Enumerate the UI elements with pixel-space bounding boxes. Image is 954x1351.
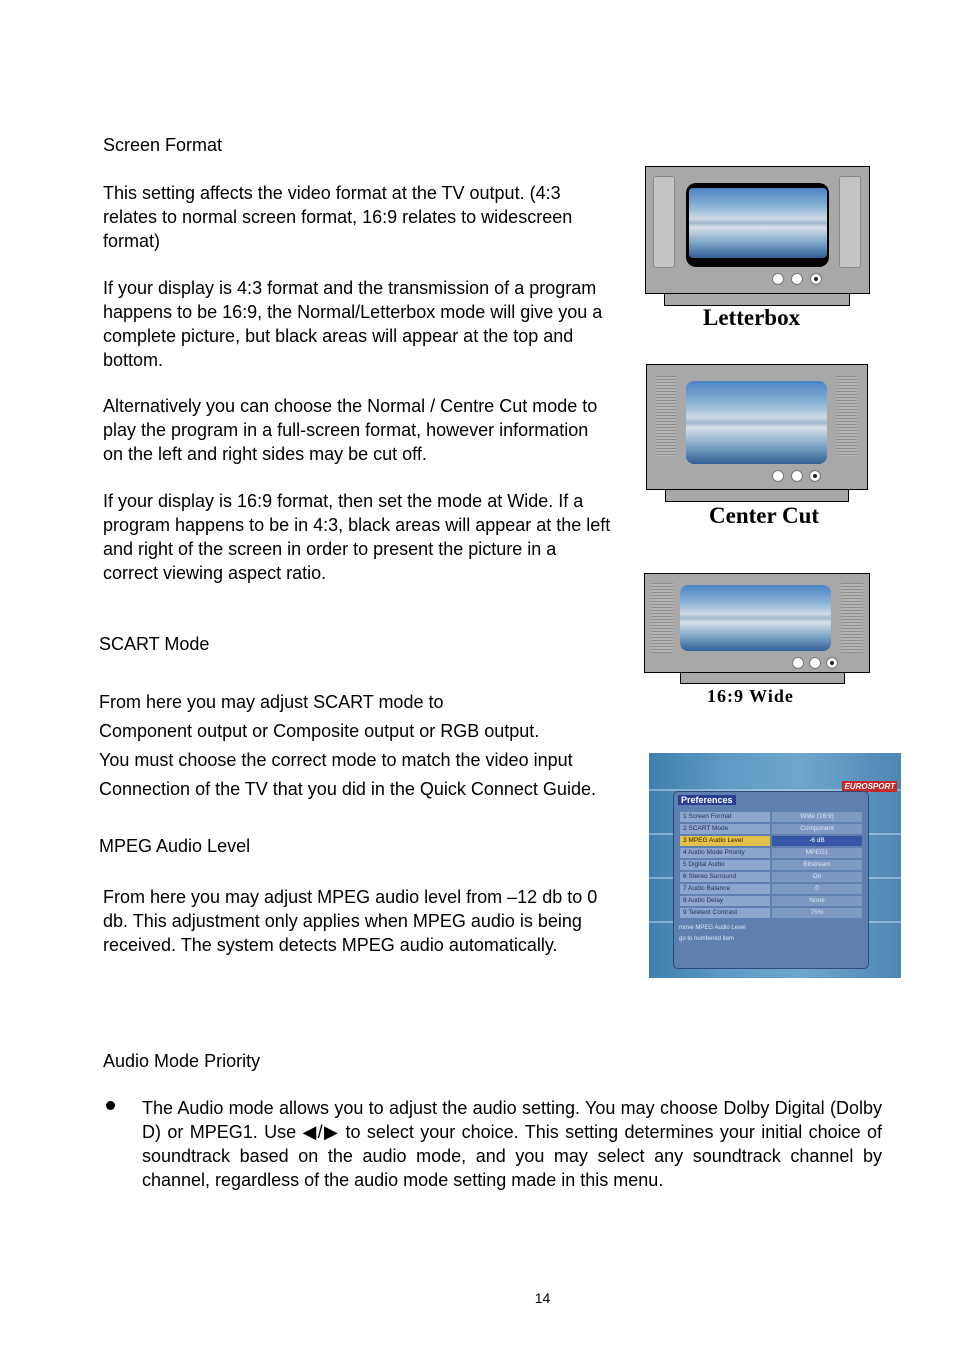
menu-row-selected[interactable]: 3 MPEG Audio Level -6 dB	[680, 836, 862, 846]
tv-side-panel	[839, 176, 861, 268]
menu-row[interactable]: 1 Screen Format Wide (16:9)	[680, 812, 862, 822]
menu-row[interactable]: 4 Audio Mode Priority MPEG1	[680, 848, 862, 858]
tv-knob	[791, 470, 803, 482]
tv-speaker-grille	[656, 376, 676, 456]
screen-image	[680, 585, 831, 651]
scart-line: Connection of the TV that you did in the Quick Connect Guide.	[99, 779, 596, 799]
letterbox-tv-figure	[645, 166, 870, 308]
scart-line: Component output or Composite output or RGB output.	[99, 721, 540, 741]
tv-knob	[772, 470, 784, 482]
page-number: 14	[534, 1290, 551, 1306]
tv-knob	[791, 273, 803, 285]
letterbox-paragraph: If your display is 4:3 format and the transmission of a program happens to be 16:9, the Normal/Letterbox mode will give you a complete picture, but black areas will appear at the top and bottom.	[103, 278, 603, 370]
wide-caption: 16:9 Wide	[707, 686, 794, 706]
screen-format-intro: This setting affects the video format at the TV output. (4:3 relates to normal screen format, 16:9 relates to widescreen format)	[103, 183, 573, 251]
menu-row[interactable]: 6 Stereo Surround On	[680, 872, 862, 882]
mpeg-paragraph: From here you may adjust MPEG audio level from –12 db to 0 db. This adjustment only applies when MPEG audio is being received. The system detects MPEG audio automatically.	[103, 887, 598, 955]
preferences-panel	[673, 791, 869, 969]
scart-line: You must choose the correct mode to match the video input	[99, 750, 573, 770]
preferences-menu-screenshot	[649, 753, 901, 978]
tv-side-panel	[653, 176, 675, 268]
tv-knob	[809, 657, 821, 669]
screen-image	[689, 188, 827, 258]
tv-speaker-grille	[837, 376, 857, 456]
preferences-title: Preferences	[678, 795, 736, 805]
tv-speaker-grille	[841, 583, 863, 653]
audio-mode-heading: Audio Mode Priority	[103, 1051, 261, 1071]
scart-line: From here you may adjust SCART mode to	[99, 692, 444, 712]
screen-format-heading: Screen Format	[103, 135, 223, 155]
mpeg-heading: MPEG Audio Level	[99, 836, 251, 856]
tv-speaker-grille	[651, 583, 673, 653]
screen-image	[686, 381, 827, 464]
tv-knob	[792, 657, 804, 669]
letterbox-caption: Letterbox	[703, 305, 801, 330]
tv-stand	[665, 488, 849, 502]
channel-logo: EUROSPORT	[844, 782, 895, 791]
audio-mode-bullet-text: The Audio mode allows you to adjust the audio setting. You may choose Dolby Digital (Dolby D) or MPEG1. Use ◀/▶ to select your choice. This setting determines your initial choice of soundtrack based on the audio mode, and you may select any soundtrack channel by channel, regardless of the audio mode setting made in this menu.	[142, 1098, 882, 1190]
menu-help-move: move MPEG Audio Level	[679, 925, 746, 931]
centre-cut-paragraph: Alternatively you can choose the Normal / Centre Cut mode to play the program in a full-screen format, however information on the left and right sides may be cut off.	[103, 396, 598, 464]
wide-tv-figure	[644, 573, 870, 685]
menu-row[interactable]: 9 Teletext Contrast 75%	[680, 908, 862, 918]
menu-row[interactable]: 7 Audio Balance 0	[680, 884, 862, 894]
menu-row[interactable]: 8 Audio Delay None	[680, 896, 862, 906]
centercut-tv-figure	[646, 364, 868, 503]
tv-knob	[826, 657, 838, 669]
bullet-icon	[106, 1101, 115, 1110]
centercut-caption: Center Cut	[709, 503, 820, 528]
tv-knob	[772, 273, 784, 285]
tv-knob	[809, 470, 821, 482]
scart-heading: SCART Mode	[99, 634, 210, 654]
tv-knob	[810, 273, 822, 285]
wide-paragraph: If your display is 16:9 format, then set the mode at Wide. If a program happens to be in 4:3, black areas will appear at the left and right of the screen in order to present the picture in a correct viewing aspect ratio.	[103, 491, 611, 583]
menu-row[interactable]: 5 Digital Audio Bitstream	[680, 860, 862, 870]
menu-help-goto: go to numbered item	[679, 936, 735, 942]
menu-row[interactable]: 2 SCART Mode Component	[680, 824, 862, 834]
